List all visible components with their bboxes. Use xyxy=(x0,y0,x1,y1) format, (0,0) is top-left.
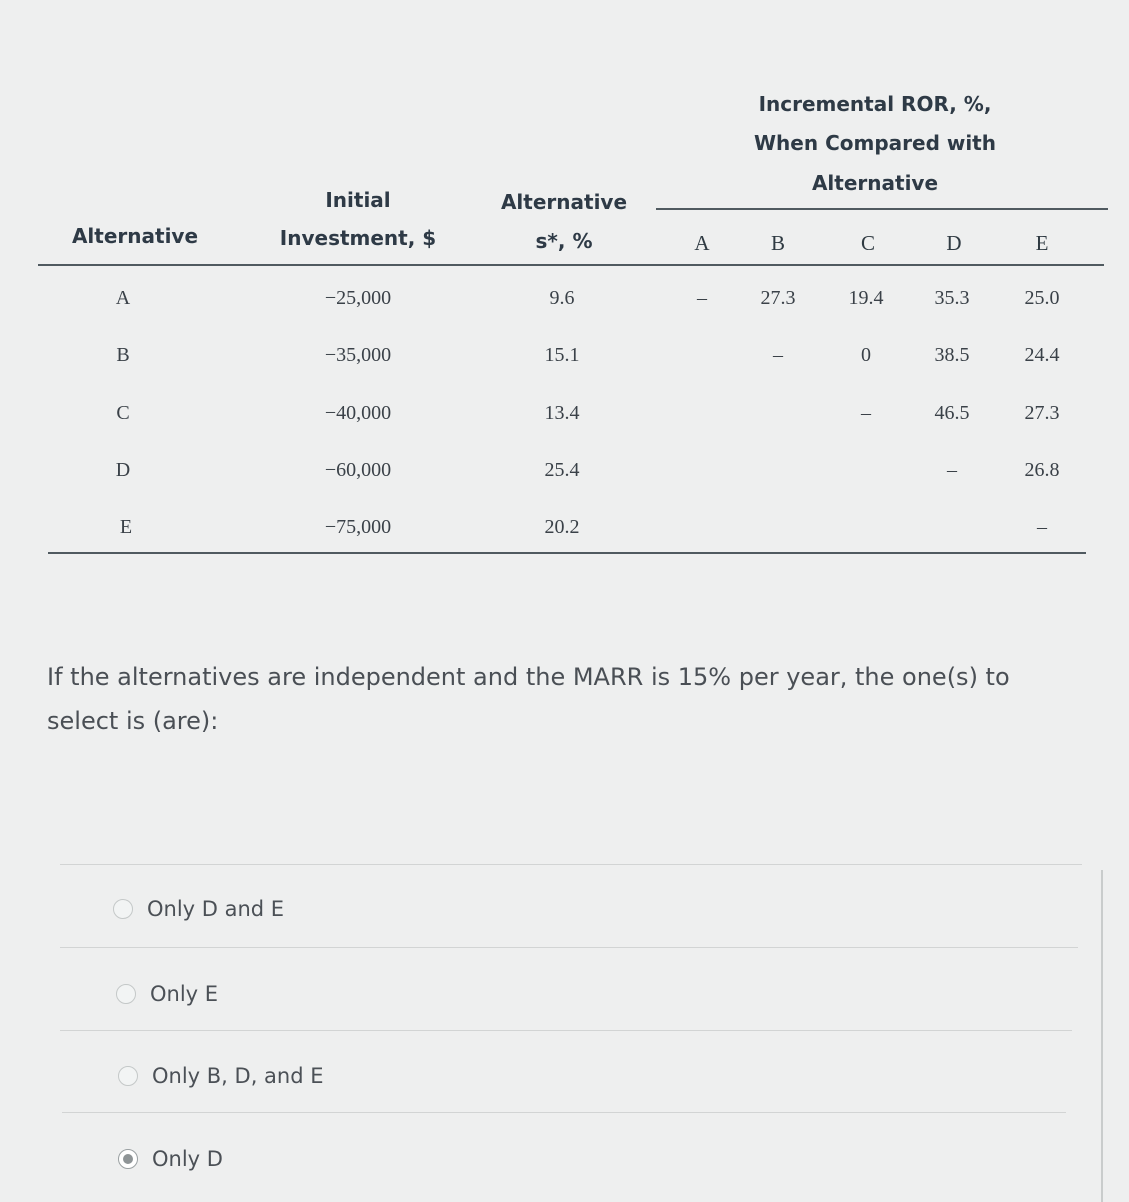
row-c-ror: 13.4 xyxy=(544,402,580,424)
radio-icon[interactable] xyxy=(113,899,133,919)
compare-col-b: B xyxy=(770,231,785,255)
row-a-alt: A xyxy=(115,287,131,309)
alternative-header: Alternative xyxy=(71,224,199,248)
radio-selected-icon[interactable] xyxy=(118,1149,138,1169)
option-only-d-and-e[interactable] xyxy=(113,897,284,921)
row-b-inc-e: 24.4 xyxy=(1024,344,1060,366)
row-a-inc-e: 25.0 xyxy=(1024,287,1060,309)
row-b-alt: B xyxy=(116,344,130,366)
row-c-inc-e: 27.3 xyxy=(1024,402,1060,424)
row-c-investment: −40,000 xyxy=(324,402,392,424)
row-d-inc-e: 26.8 xyxy=(1024,459,1060,481)
option-separator-2 xyxy=(60,1030,1072,1031)
options-top-separator xyxy=(60,864,1082,865)
row-e-inc-e: – xyxy=(1037,516,1047,538)
row-e-investment: −75,000 xyxy=(324,516,392,538)
radio-icon[interactable] xyxy=(116,984,136,1004)
row-d-alt: D xyxy=(115,459,131,481)
incremental-header-rule xyxy=(656,208,1108,210)
option-label: Only E xyxy=(150,982,219,1006)
compare-col-e: E xyxy=(1035,231,1049,255)
option-label: Only D xyxy=(152,1147,223,1171)
ror-header-line1: Alternative xyxy=(500,190,628,214)
option-only-d[interactable] xyxy=(118,1147,223,1171)
incremental-header-line2: When Compared with xyxy=(754,131,996,155)
row-a-inc-d: 35.3 xyxy=(934,287,970,309)
row-c-inc-d: 46.5 xyxy=(934,402,970,424)
row-b-ror: 15.1 xyxy=(544,344,580,366)
ror-header-line2: s*, % xyxy=(535,229,593,253)
row-a-inc-b: 27.3 xyxy=(760,287,796,309)
option-separator-1 xyxy=(60,947,1078,948)
row-a-inc-a: – xyxy=(697,287,707,309)
option-label: Only B, D, and E xyxy=(152,1064,324,1088)
row-b-inc-b: – xyxy=(773,344,783,366)
option-only-b-d-and-e[interactable] xyxy=(118,1064,324,1088)
investment-header-line1: Initial xyxy=(325,188,391,212)
row-d-investment: −60,000 xyxy=(324,459,392,481)
row-a-ror: 9.6 xyxy=(549,287,575,309)
row-c-alt: C xyxy=(116,402,130,424)
option-label: Only D and E xyxy=(147,897,285,921)
table-header-rule xyxy=(38,264,1104,266)
investment-header-line2: Investment, $ xyxy=(279,226,437,250)
compare-col-a: A xyxy=(694,231,710,255)
row-a-inc-c: 19.4 xyxy=(848,287,884,309)
row-a-investment: −25,000 xyxy=(324,287,392,309)
row-b-investment: −35,000 xyxy=(324,344,392,366)
row-d-inc-d: – xyxy=(947,459,957,481)
row-c-inc-c: – xyxy=(861,402,871,424)
option-only-e[interactable] xyxy=(116,982,218,1006)
panel-right-border xyxy=(1101,870,1103,1202)
radio-icon[interactable] xyxy=(118,1066,138,1086)
option-separator-3 xyxy=(62,1112,1066,1113)
row-b-inc-d: 38.5 xyxy=(934,344,970,366)
incremental-header-line1: Incremental ROR, %, xyxy=(758,92,992,116)
compare-col-d: D xyxy=(946,231,962,255)
row-d-ror: 25.4 xyxy=(544,459,580,481)
compare-col-c: C xyxy=(860,231,875,255)
row-e-ror: 20.2 xyxy=(544,516,580,538)
table-bottom-rule xyxy=(48,552,1086,554)
row-e-alt: E xyxy=(119,516,133,538)
question-text: If the alternatives are independent and the MARR is 15% per year, the one(s) to select is (are): xyxy=(47,663,1010,735)
incremental-header-line3: Alternative xyxy=(811,171,939,195)
row-b-inc-c: 0 xyxy=(861,344,871,366)
